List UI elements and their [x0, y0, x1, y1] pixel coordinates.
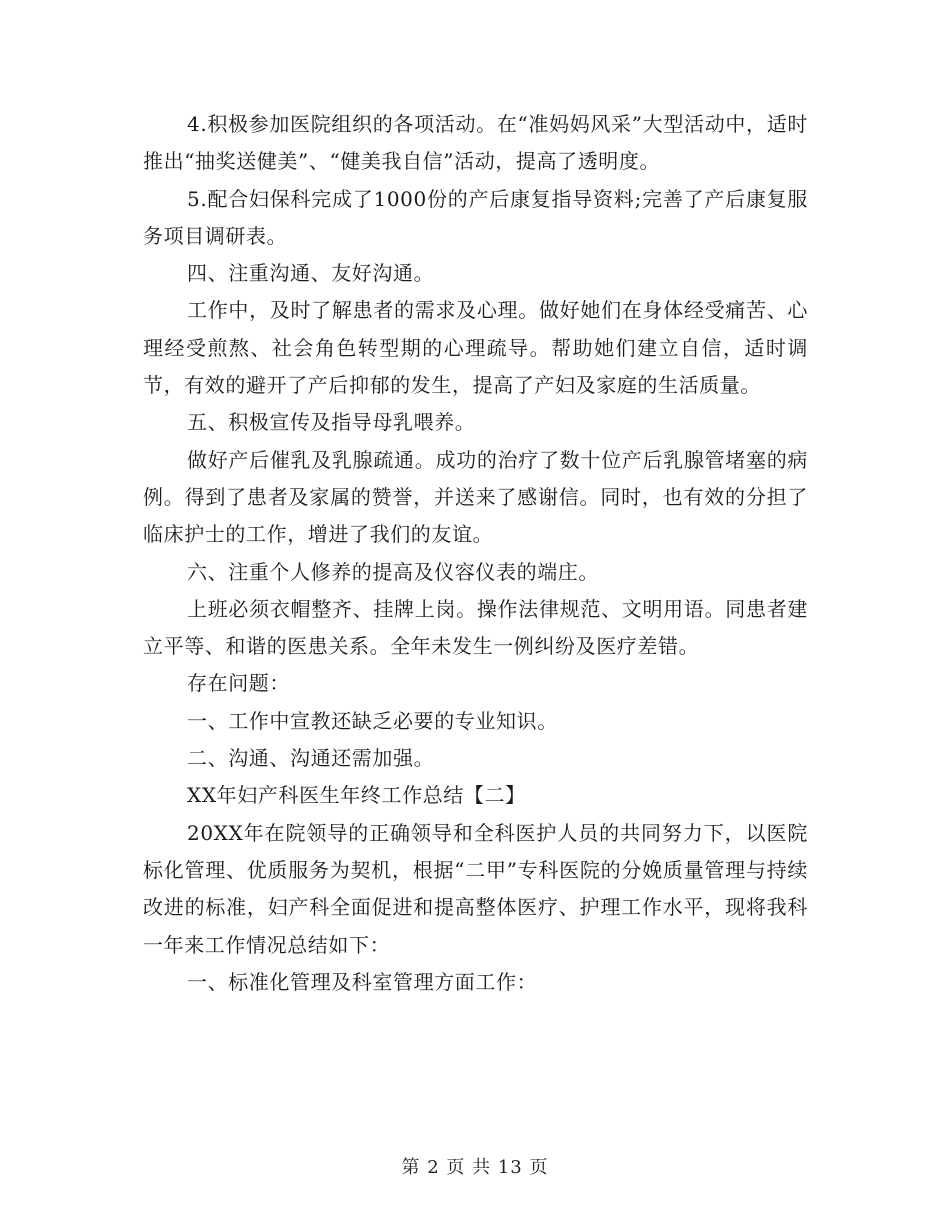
paragraph-rehab-materials: 5.配合妇保科完成了1000份的产后康复指导资料;完善了产后康复服务项目调研表。 — [143, 186, 808, 248]
paragraph-breastfeeding: 做好产后催乳及乳腺疏通。成功的治疗了数十位产后乳腺管堵塞的病例。得到了患者及家属的赞誉，并送来了感谢信。同时，也有效的分担了临床护士的工作，增进了我们的友谊。 — [143, 447, 808, 547]
page-footer — [0, 1153, 950, 1179]
paragraph-communication: 工作中，及时了解患者的需求及心理。做好她们在身体经受痛苦、心理经受煎熬、社会角色转型期的心理疏导。帮助她们建立自信，适时调节，有效的避开了产后抑郁的发生，提高了产妇及家庭的生活质量。 — [143, 298, 808, 398]
section-heading-problems: 存在问题： — [187, 671, 290, 696]
paragraph-activities: 4.积极参加医院组织的各项活动。在“准妈妈风采”大型活动中，适时推出“抽奖送健美”、“健美我自信”活动，提高了透明度。 — [143, 112, 808, 174]
document-body — [143, 106, 808, 1001]
problem-item-2: 二、沟通、沟通还需加强。 — [187, 746, 435, 771]
section-heading-breastfeeding: 五、积极宣传及指导母乳喂养。 — [187, 410, 476, 435]
page-number: 第 2 页 共 13 页 — [401, 1157, 549, 1178]
section-heading-communication: 四、注重沟通、友好沟通。 — [187, 261, 435, 286]
problem-item-1: 一、工作中宣教还缺乏必要的专业知识。 — [187, 708, 558, 733]
part-two-title: XX年妇产科医生年终工作总结【二】 — [187, 783, 526, 808]
paragraph-self-cultivation: 上班必须衣帽整齐、挂牌上岗。操作法律规范、文明用语。同患者建立平等、和谐的医患关系。全年未发生一例纠纷及医疗差错。 — [143, 596, 808, 659]
section-heading-self-cultivation: 六、注重个人修养的提高及仪容仪表的端庄。 — [187, 559, 599, 584]
section-heading-management: 一、标准化管理及科室管理方面工作： — [187, 969, 538, 994]
paragraph-intro-part-two: 20XX年在院领导的正确领导和全科医护人员的共同努力下，以医院标化管理、优质服务为契机，根据“二甲”专科医院的分娩质量管理与持续改进的标准，妇产科全面促进和提高整体医疗、护理工作水平，现将我科一年来工作情况总结如下： — [143, 820, 808, 957]
